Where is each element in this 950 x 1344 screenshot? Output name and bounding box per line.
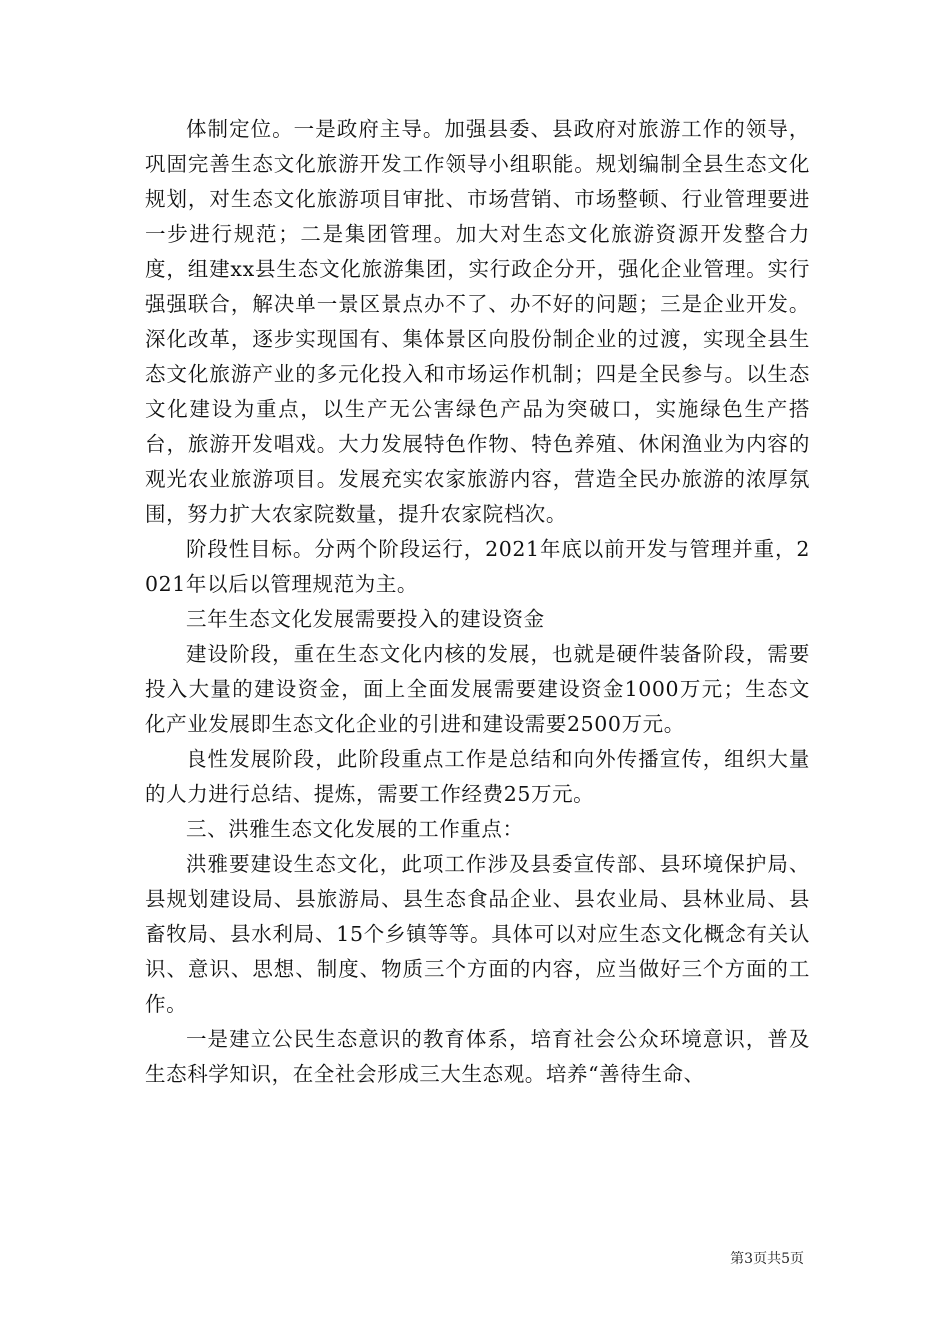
document-body (145, 112, 810, 1092)
paragraph-benign-phase: 良性发展阶段，此阶段重点工作是总结和向外传播宣传，组织大量的人力进行总结、提炼，需要工作经费25万元。 (145, 747, 810, 806)
paragraph-system-positioning: 体制定位。一是政府主导。加强县委、县政府对旅游工作的领导，巩固完善生态文化旅游开发工作领导小组职能。规划编制全县生态文化规划，对生态文化旅游项目审批、市场营销、市场整顿、行业管理要进一步进行规范；二是集团管理。加大对生态文化旅游资源开发整合力度，组建xx县生态文化旅游集团，实行政企分开，强化企业管理。实行强强联合，解决单一景区景点办不了、办不好的问题；三是企业开发。深化改革，逐步实现国有、集体景区向股份制企业的过渡，实现全县生态文化旅游产业的多元化投入和市场运作机制；四是全民参与。以生态文化建设为重点，以生产无公害绿色产品为突破口，实施绿色生产搭台，旅游开发唱戏。大力发展特色作物、特色养殖、休闲渔业为内容的观光农业旅游项目。发展充实农家旅游内容，营造全民办旅游的浓厚氛围，努力扩大农家院数量，提升农家院档次。 (145, 117, 810, 526)
page-number: 第3页共5页 (730, 1251, 804, 1267)
paragraph-departments: 洪雅要建设生态文化，此项工作涉及县委宣传部、县环境保护局、县规划建设局、县旅游局、县生态食品企业、县农业局、县林业局、县畜牧局、县水利局、15个乡镇等等。具体可以对应生态文化概念有关认识、意识、思想、制度、物质三个方面的内容，应当做好三个方面的工作。 (145, 852, 810, 1016)
paragraph-education-system: 一是建立公民生态意识的教育体系，培育社会公众环境意识，普及生态科学知识，在全社会形成三大生态观。培养“善待生命、 (145, 1027, 810, 1086)
paragraph-construction-phase: 建设阶段，重在生态文化内核的发展，也就是硬件装备阶段，需要投入大量的建设资金，面上全面发展需要建设资金1000万元；生态文化产业发展即生态文化企业的引进和建设需要2500万元。 (145, 642, 810, 736)
paragraph-phase-goals: 阶段性目标。分两个阶段运行，2021年底以前开发与管理并重，2021年以后以管理规范为主。 (145, 537, 810, 596)
section-heading-work-focus: 三、洪雅生态文化发展的工作重点： (186, 817, 524, 841)
paragraph-funding-heading: 三年生态文化发展需要投入的建设资金 (186, 607, 545, 631)
